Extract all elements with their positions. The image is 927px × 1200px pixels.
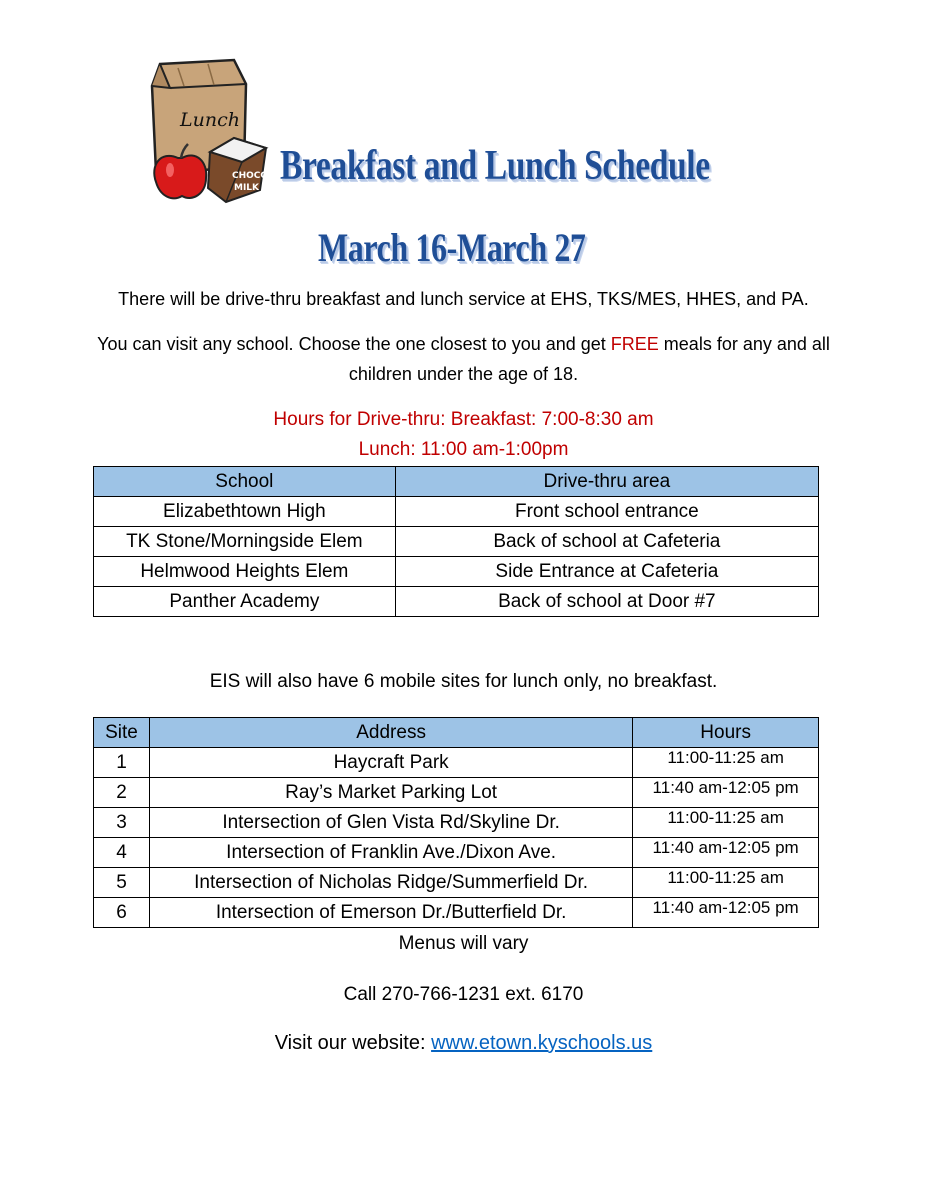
svg-text:CHOCO: CHOCO	[232, 171, 269, 181]
table-header-row	[94, 467, 819, 497]
drive-thru-hours-lunch: Lunch: 11:00 am-1:00pm	[358, 439, 569, 460]
area-cell: Front school entrance	[395, 497, 818, 527]
website-label: Visit our website:	[274, 1032, 432, 1054]
lunch-bag-clipart	[148, 58, 276, 206]
free-highlight: FREE	[610, 334, 659, 354]
column-header-hours: Hours	[633, 718, 819, 748]
site-number-cell: 2	[94, 778, 150, 808]
menus-note: Menus will vary	[398, 933, 529, 954]
page-subtitle-dates: March 16-March 27	[318, 225, 586, 270]
visit-text-line2: children under the age of 18.	[348, 364, 579, 384]
address-cell: Intersection of Franklin Ave./Dixon Ave.	[149, 838, 632, 868]
school-cell: TK Stone/Morningside Elem	[94, 527, 396, 557]
site-number-cell: 1	[94, 748, 150, 778]
address-cell: Intersection of Emerson Dr./Butterfield Dr.	[149, 898, 632, 928]
hours-cell: 11:40 am-12:05 pm	[633, 898, 819, 928]
table-row	[94, 557, 819, 587]
hours-cell: 11:40 am-12:05 pm	[633, 838, 819, 868]
address-cell: Intersection of Glen Vista Rd/Skyline Dr.	[149, 808, 632, 838]
website-line	[0, 1032, 927, 1055]
intro-text: There will be drive-thru breakfast and lunch service at EHS, TKS/MES, HHES, and PA.	[118, 289, 809, 309]
chocolate-milk-icon	[208, 138, 268, 202]
hours-cell: 11:00-11:25 am	[633, 868, 819, 898]
address-cell: Ray’s Market Parking Lot	[149, 778, 632, 808]
table-row	[94, 497, 819, 527]
hours-cell: 11:40 am-12:05 pm	[633, 778, 819, 808]
address-cell: Intersection of Nicholas Ridge/Summerfield Dr.	[149, 868, 632, 898]
table-row	[94, 587, 819, 617]
drive-thru-table	[93, 466, 819, 617]
area-cell: Side Entrance at Cafeteria	[395, 557, 818, 587]
drive-thru-hours-breakfast: Hours for Drive-thru: Breakfast: 7:00-8:30 am	[273, 409, 654, 430]
website-link[interactable]: www.etown.kyschools.us	[431, 1032, 653, 1054]
visit-text-before: You can visit any school. Choose the one closest to you and get	[97, 334, 611, 354]
column-header-site: Site	[94, 718, 150, 748]
table-row	[94, 898, 819, 928]
hours-cell: 11:00-11:25 am	[633, 808, 819, 838]
column-header-drive-thru-area: Drive-thru area	[395, 467, 818, 497]
address-cell: Haycraft Park	[149, 748, 632, 778]
table-row	[94, 748, 819, 778]
area-cell: Back of school at Door #7	[395, 587, 818, 617]
school-cell: Elizabethtown High	[94, 497, 396, 527]
site-number-cell: 5	[94, 868, 150, 898]
column-header-school: School	[94, 467, 396, 497]
visit-text	[0, 334, 927, 355]
mobile-sites-table	[93, 717, 819, 928]
svg-text:MILK: MILK	[234, 183, 260, 193]
mobile-sites-intro: EIS will also have 6 mobile sites for lunch only, no breakfast.	[209, 671, 718, 692]
table-row	[94, 527, 819, 557]
school-cell: Panther Academy	[94, 587, 396, 617]
site-number-cell: 4	[94, 838, 150, 868]
hours-cell: 11:00-11:25 am	[633, 748, 819, 778]
svg-text:Lunch: Lunch	[180, 109, 240, 131]
table-row	[94, 778, 819, 808]
phone-contact: Call 270-766-1231 ext. 6170	[343, 984, 584, 1005]
table-row	[94, 808, 819, 838]
school-cell: Helmwood Heights Elem	[94, 557, 396, 587]
area-cell: Back of school at Cafeteria	[395, 527, 818, 557]
table-row	[94, 868, 819, 898]
column-header-address: Address	[149, 718, 632, 748]
site-number-cell: 6	[94, 898, 150, 928]
page-title: Breakfast and Lunch Schedule	[280, 143, 710, 189]
table-header-row	[94, 718, 819, 748]
visit-text-after: meals for any and all	[658, 334, 830, 354]
table-row	[94, 838, 819, 868]
site-number-cell: 3	[94, 808, 150, 838]
